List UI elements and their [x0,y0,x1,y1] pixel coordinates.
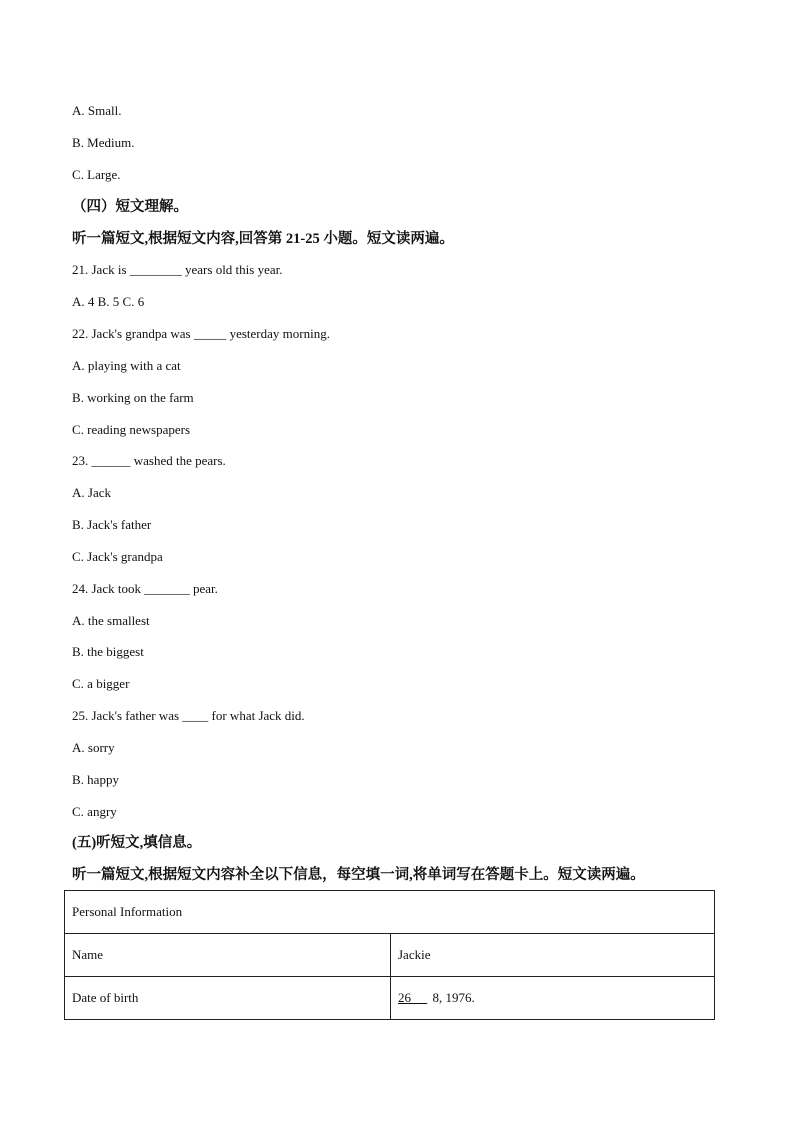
section5-instruction: 听一篇短文,根据短文内容补全以下信息，每空填一词,将单词写在答题卡上。短文读两遍。 [72,867,645,883]
q25-option-b: B. happy [72,772,119,787]
table-row [65,934,715,977]
q22-option-b: B. working on the farm [72,390,194,405]
table-header-row [65,891,715,934]
q25-option-a: A. sorry [72,740,115,755]
q24-option-b: B. the biggest [72,644,144,659]
birth-value-text: 8, 1976. [432,990,475,1005]
q24-option-a: A. the smallest [72,613,150,628]
q24-option-c: C. a bigger [72,676,130,691]
q24-stem: 24. Jack took _______ pear. [72,581,218,596]
option-a-small: A. Small. [72,103,122,118]
section4-title: （四）短文理解。 [72,199,188,215]
table-header-cell: Personal Information [65,891,715,934]
birth-answer-text: 26 [398,990,411,1005]
q21-stem: 21. Jack is ________ years old this year. [72,262,283,277]
q21-options: A. 4 B. 5 C. 6 [72,294,145,309]
q22-stem: 22. Jack's grandpa was _____ yesterday morning. [72,326,330,341]
q23-option-b: B. Jack's father [72,517,152,532]
q23-option-a: A. Jack [72,485,111,500]
q25-option-c: C. angry [72,804,117,819]
q23-stem: 23. ______ washed the pears. [72,453,226,468]
section5-title: (五)听短文,填信息。 [72,835,202,851]
birth-value-cell [391,977,715,1020]
section4-instruction: 听一篇短文,根据短文内容,回答第 21-25 小题。短文读两遍。 [72,231,454,247]
q22-option-a: A. playing with a cat [72,358,181,373]
table-row [65,977,715,1020]
name-label-cell: Name [65,934,391,977]
birth-answer-blank[interactable] [398,990,429,1005]
name-value-cell: Jackie [391,934,715,977]
option-c-large: C. Large. [72,167,121,182]
personal-info-table [64,890,715,1020]
q23-option-c: C. Jack's grandpa [72,549,163,564]
q25-stem: 25. Jack's father was ____ for what Jack did. [72,708,305,723]
birth-label-cell: Date of birth [65,977,391,1020]
option-b-medium: B. Medium. [72,135,135,150]
q22-option-c: C. reading newspapers [72,422,191,437]
